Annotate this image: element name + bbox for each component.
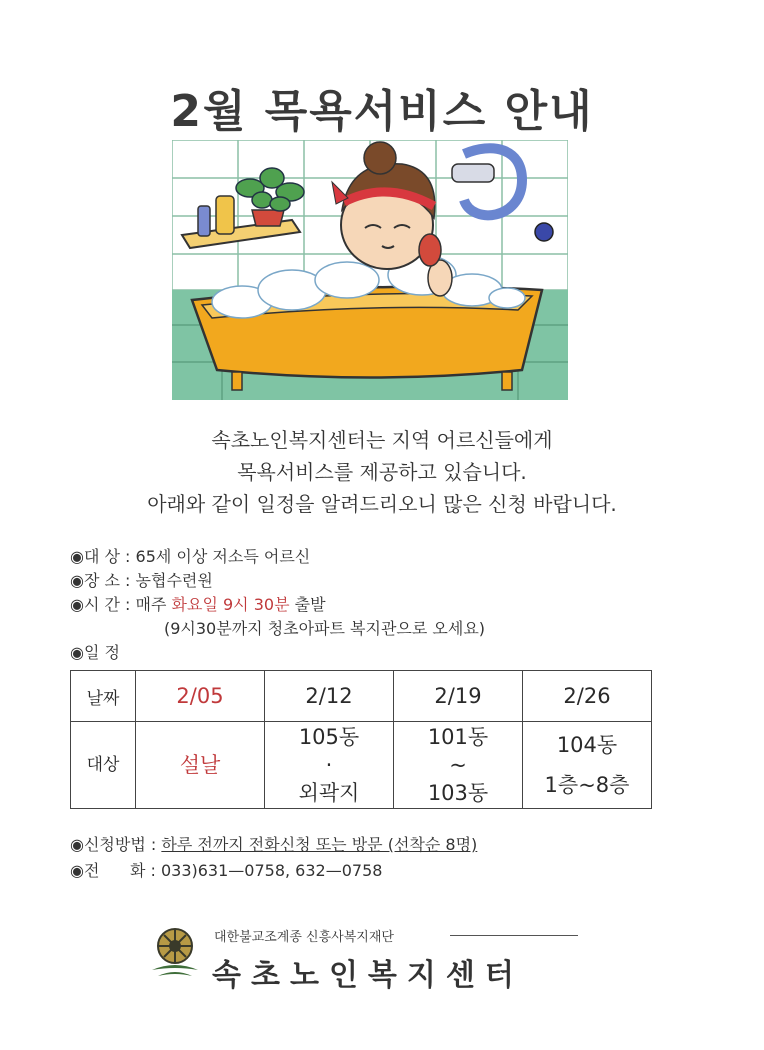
target-line: 101동 bbox=[427, 725, 489, 749]
target-cell bbox=[523, 722, 652, 809]
schedule-table bbox=[70, 670, 652, 809]
time-row bbox=[70, 593, 485, 617]
intro-line: 아래와 같이 일정을 알려드리오니 많은 신청 바랍니다. bbox=[147, 492, 617, 516]
target-line: 103동 bbox=[427, 781, 489, 805]
bullet-icon: ◉ bbox=[70, 861, 84, 880]
target-line: 1층~8층 bbox=[544, 773, 630, 797]
phone-label: 전 화 : bbox=[83, 861, 161, 880]
date-header: 날짜 bbox=[71, 671, 136, 722]
intro-line: 속초노인복지센터는 지역 어르신들에게 bbox=[211, 428, 553, 452]
date-row bbox=[71, 671, 652, 722]
intro-text bbox=[0, 424, 764, 520]
center-name: 속초노인복지센터 bbox=[212, 958, 524, 993]
time-suffix: 출발 bbox=[289, 595, 326, 614]
apply-section bbox=[70, 832, 477, 884]
phone-row bbox=[70, 858, 477, 884]
place-value: 농협수련원 bbox=[135, 571, 213, 590]
target-cell bbox=[394, 722, 523, 809]
info-section bbox=[70, 545, 485, 665]
place-label: 장 소 : bbox=[83, 571, 136, 590]
target-value: 65세 이상 저소득 어르신 bbox=[135, 547, 311, 566]
bullet-icon: ◉ bbox=[70, 643, 84, 662]
bath-illustration bbox=[172, 140, 568, 400]
date-cell: 2/19 bbox=[394, 671, 523, 722]
time-highlight: 화요일 9시 30분 bbox=[171, 595, 290, 614]
target-line: ~ bbox=[449, 753, 467, 777]
intro-line: 목욕서비스를 제공하고 있습니다. bbox=[237, 460, 527, 484]
page-title: 2월 목욕서비스 안내 bbox=[170, 86, 594, 137]
target-row bbox=[70, 545, 485, 569]
target-label: 대 상 : bbox=[83, 547, 136, 566]
target-header: 대상 bbox=[71, 722, 136, 809]
foundation-name: 대한불교조계종 신흥사복지재단 bbox=[214, 930, 394, 945]
target-line: 외곽지 bbox=[298, 781, 360, 805]
method-value: 하루 전까지 전화신청 또는 방문 (선착순 8명) bbox=[161, 835, 478, 854]
target-line: 105동 bbox=[298, 725, 360, 749]
footer bbox=[150, 922, 590, 992]
bullet-icon: ◉ bbox=[70, 835, 84, 854]
time-label: 시 간 : bbox=[83, 595, 136, 614]
schedule-label: 일 정 bbox=[83, 643, 120, 662]
target-line: 104동 bbox=[556, 733, 618, 757]
place-row bbox=[70, 569, 485, 593]
dharma-wheel-logo-icon bbox=[150, 926, 200, 982]
bullet-icon: ◉ bbox=[70, 571, 84, 590]
date-cell: 2/05 bbox=[136, 671, 265, 722]
date-cell: 2/12 bbox=[265, 671, 394, 722]
target-cell bbox=[265, 722, 394, 809]
phone-value: 033)631—0758, 632—0758 bbox=[160, 861, 383, 880]
target-cell: 설날 bbox=[136, 722, 265, 809]
method-row bbox=[70, 832, 477, 858]
method-label: 신청방법 : bbox=[83, 835, 162, 854]
time-note: (9시30분까지 청초아파트 복지관으로 오세요) bbox=[164, 619, 486, 638]
divider bbox=[450, 935, 578, 936]
date-cell: 2/26 bbox=[523, 671, 652, 722]
time-prefix: 매주 bbox=[135, 595, 172, 614]
target-row bbox=[71, 722, 652, 809]
target-line: · bbox=[325, 753, 333, 777]
bullet-icon: ◉ bbox=[70, 595, 84, 614]
bullet-icon: ◉ bbox=[70, 547, 84, 566]
schedule-row bbox=[70, 641, 485, 665]
